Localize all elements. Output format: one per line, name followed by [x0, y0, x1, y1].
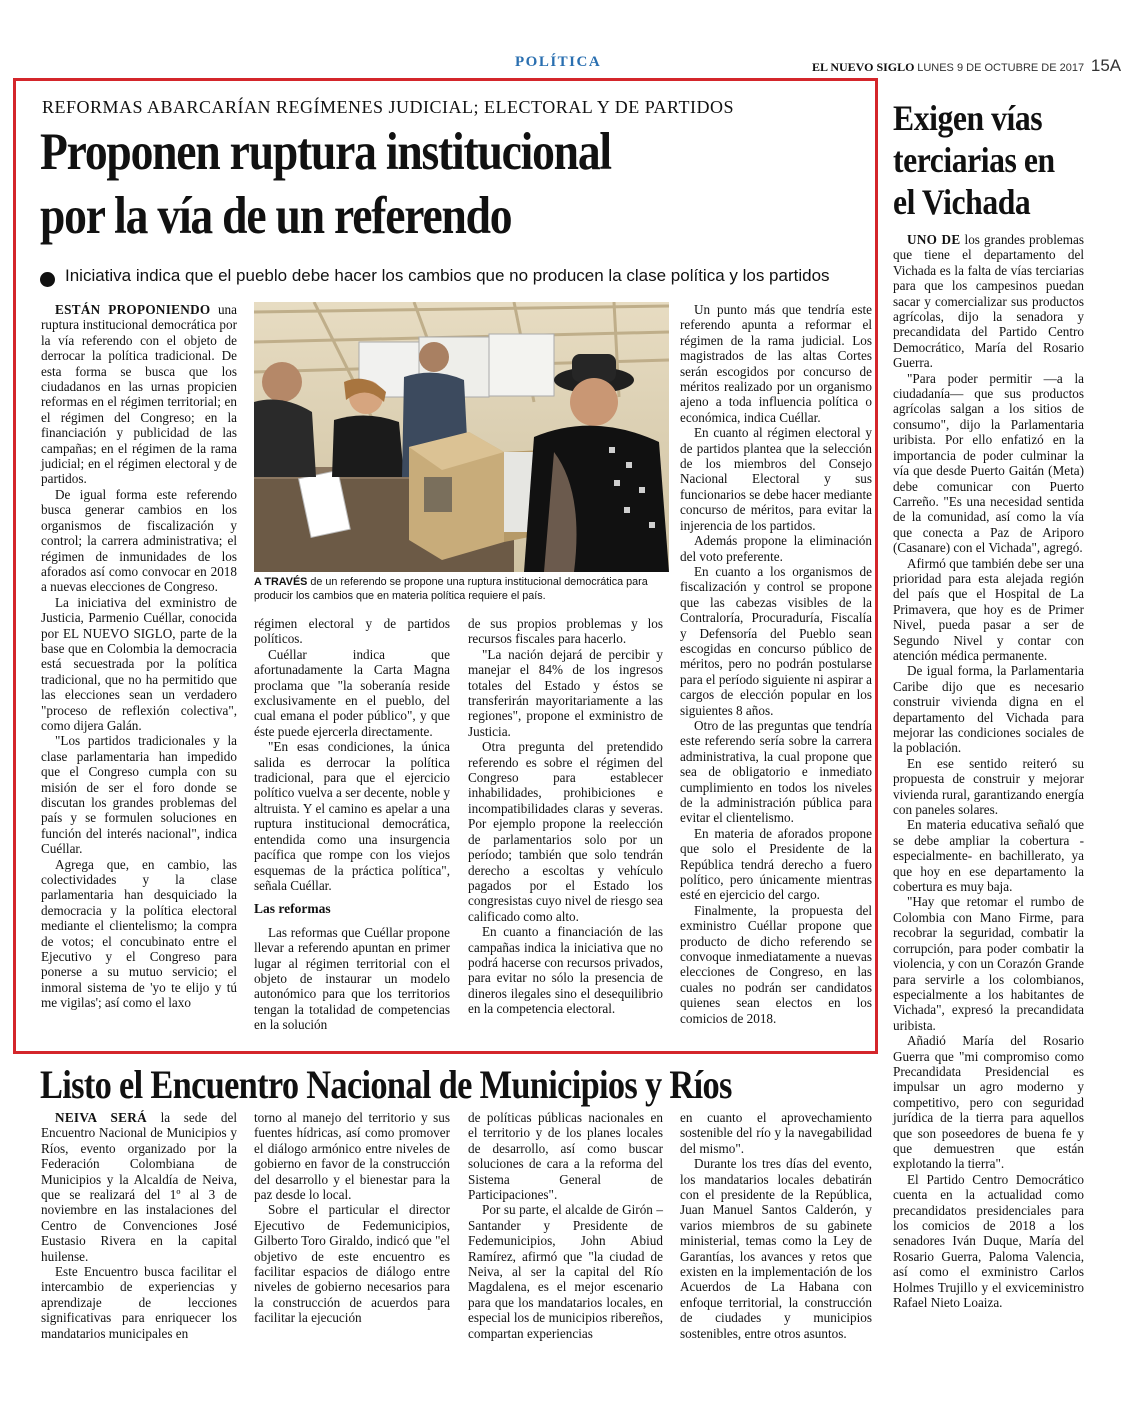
- sidebar-paragraph: "Hay que retomar el rumbo de Colombia con Mano Firme, para recobrar la seguridad, combatir la corrupción, para poder combatir la violencia, y con un Corazón Grande para servirle a los colombianos, especialmente a los habitantes de Vichada", expresó la precandidata uribista.: [893, 894, 1084, 1033]
- main-headline: [40, 120, 745, 248]
- bottom-paragraph: en cuanto el aprovechamiento sostenible del río y la navegabilidad del mismo".: [680, 1110, 872, 1156]
- main-column-1: [41, 302, 237, 1011]
- caption-text: de un referendo se propone una ruptura institucional democrática para producir los cambios que en materia política requiere el país.: [254, 576, 648, 602]
- lead-text: los grandes problemas que tiene el departamento del Vichada es la falta de vías terciarias para que los campesinos puedan sacar y comercializar sus productos agrícolas, dijo la senadora y precandidata del Partido Centro Democrático, María del Rosario Guerra.: [893, 232, 1084, 371]
- main-paragraph: "Los partidos tradicionales y la clase parlamentaria han impedido que el Congreso cumpla con su misión de ser el foro donde se discutan los grandes problemas del país y se formulen soluciones en función del interés nacional", indica Cuéllar.: [41, 733, 237, 857]
- main-column-3: [468, 616, 663, 1017]
- main-paragraph: Además propone la eliminación del voto preferente.: [680, 533, 872, 564]
- main-headline-line2: por la vía de un referendo: [40, 187, 512, 245]
- main-paragraph: de sus propios problemas y los recursos fiscales para hacerlo.: [468, 616, 663, 647]
- main-paragraph: [41, 302, 237, 487]
- section-label: POLÍTICA: [515, 54, 602, 70]
- main-paragraph: En cuanto a los organismos de fiscalización y control se propone que las cabezas visibles de la Contraloría, Procuraduría, Fiscalía y Defensoría del Pueblo sean escogidas en concurso público de méritos, pero no podrán postularse para el período siguiente ni aspirar a cargos de elección popular en los siguientes 8 años.: [680, 563, 872, 718]
- bottom-paragraph: torno al manejo del territorio y sus fuentes hídricas, así como promover el diálogo armónico entre niveles de gobierno en favor de la construcción del desarrollo y el bienestar para la paz desde lo local.: [254, 1110, 450, 1203]
- voting-photo: [254, 302, 669, 572]
- sidebar-paragraph: En ese sentido reiteró su propuesta de construir y mejorar vivienda rural, garantizando energía con paneles solares.: [893, 755, 1084, 818]
- sidebar-paragraph: Afirmó que también debe ser una prioridad para esta alejada región del país que el Hospital de La Primavera, que hoy es de Primer Nivel, pueda pasar a ser de Segundo Nivel y contar con atención médica permanente.: [893, 555, 1084, 663]
- main-paragraph: La iniciativa del exministro de Justicia, Parmenio Cuéllar, conocida por EL NUEVO SIGLO, parte de la base que en Colombia la democracia está secuestrada por la política tradicional, que no ha permitido que las elecciones sean un verdadero "proceso de reflexión colectiva", como dijera Galán.: [41, 594, 237, 733]
- bottom-column-3: [468, 1110, 663, 1341]
- bottom-column-2: [254, 1110, 450, 1326]
- bottom-column-4: [680, 1110, 872, 1341]
- bottom-paragraph: Sobre el particular el director Ejecutivo de Fedemunicipios, Gilberto Toro Giraldo, indicó que "el objetivo de este encuentro es facilitar espacios de diálogo entre niveles de gobierno necesarios para la construcción de acuerdos para facilitar la ejecución: [254, 1202, 450, 1326]
- main-paragraph: De igual forma este referendo busca generar cambios en los organismos de fiscalización y control; la carrera administrativa; el régimen de inmunidades de los aforados así como convocar en 2018 a nuevas elecciones de Congreso.: [41, 486, 237, 595]
- main-paragraph: En cuanto al régimen electoral y de partidos plantea que la selección de los miembros del Consejo Nacional Electoral y sus funcionarios se debe hacer mediante concurso de méritos, para evitar la injerencia de los partidos.: [680, 425, 872, 533]
- bullet-icon: [40, 272, 55, 287]
- sidebar-headline-line1: Exigen vías: [893, 98, 1043, 138]
- main-paragraph: Cuéllar indica que afortunadamente la Carta Magna proclama que "la soberanía reside exclusivamente en el pueblo, del cual emana el poder público", y que éste puede ejercerla directamente.: [254, 646, 450, 739]
- caption-lead: A TRAVÉS: [254, 576, 308, 588]
- sidebar-paragraph: El Partido Centro Democrático cuenta en la actualidad como precandidatos presidenciales para los comicios de 2018 a los senadores Iván Duque, María del Rosario Guerra, Paloma Valencia, así como el exministro Carlos Holmes Trujillo y el exviceministro Rafael Nieto Loaiza.: [893, 1171, 1084, 1311]
- bottom-paragraph: Este Encuentro busca facilitar el intercambio de experiencias y aprendizaje de lecciones significativas para enriquecer los mandatarios municipales en: [41, 1264, 237, 1341]
- bottom-paragraph: de políticas públicas nacionales en el territorio y de los planes locales de desarrollo, así como buscar soluciones de cara a la reforma del Sistema General de Participaciones".: [468, 1110, 663, 1203]
- main-column-2: [254, 616, 450, 1033]
- main-kicker: REFORMAS ABARCARÍAN REGÍMENES JUDICIAL; ELECTORAL Y DE PARTIDOS: [42, 97, 734, 117]
- lead-cap: NEIVA SERÁ: [55, 1110, 147, 1125]
- lead-text: la sede del Encuentro Nacional de Municipios y Ríos, evento organizado por la Federación Colombiana de Municipios y la Alcaldía de Neiva, que se realizará del 1º al 3 de noviembre en las instalaciones del Centro de Convenciones José Eustasio Rivera en la capital huilense.: [41, 1110, 237, 1264]
- bottom-headline: Listo el Encuentro Nacional de Municipios y Ríos: [40, 1062, 732, 1107]
- main-paragraph: Finalmente, la propuesta del exministro Cuéllar propone que producto de dicho referendo se convoque inmediatamente a nuevas elecciones de Congreso, en las cuales no podrán ser candidatos quienes sean electos en los comicios de 2018.: [680, 902, 872, 1026]
- sidebar-headline: [893, 97, 1095, 223]
- sidebar-paragraph: "Para poder permitir —a la ciudadanía— que sus productos agrícolas salgan a los sitios de consumo", dijo la Parlamentaria uribista. Por ello enfatizó en la importancia de poder culminar la vía que desde Puerto Gaitán (Meta) debe comunicar con Puerto Carreño. "Es una necesidad sentida de la comunidad, así como la vía que conecta a Paz de Ariporo (Casanare) con el Vichada", agregó.: [893, 370, 1084, 556]
- page-number: 15A: [1090, 56, 1122, 75]
- issue-date: LUNES 9 DE OCTUBRE DE 2017: [917, 62, 1085, 74]
- sidebar-paragraph: En materia educativa señaló que se debe ampliar la cobertura -especialmente- en bachillerato, ya que hoy en ese departamento la cobertura es muy baja.: [893, 817, 1084, 895]
- main-headline-line1: Proponen ruptura institucional: [40, 123, 611, 181]
- main-paragraph: Otro de las preguntas que tendría este referendo sería sobre la carrera administrativa, la cual propone que sea de obligatorio e inmediato cumplimiento en todos los niveles de la administración pública para evitar el clientelismo.: [680, 717, 872, 826]
- masthead: [812, 56, 1121, 76]
- lead-cap: UNO DE: [907, 232, 961, 247]
- section-subtitle: Las reformas: [254, 901, 331, 917]
- sidebar-paragraph: [893, 232, 1084, 371]
- main-column-4: [680, 302, 872, 1026]
- bottom-paragraph: Por su parte, el alcalde de Girón – Santander y Presidente de Fedemunicipios, John Abiud Ramírez, afirmó que "la ciudad de Neiva, al ser la capital del Río Magdalena, es el mejor escenario para que los mandatarios locales, en especial los de municipios ribereños, compartan experiencias: [468, 1202, 663, 1341]
- sidebar-paragraph: Añadió María del Rosario Guerra que "mi compromiso como Precandidata Presidencial es impulsar un agro moderno y competitivo, pero con seguridad jurídica de la tierra para aquellos que son poseedores de buena fe y que demuestren que están explotando la tierra".: [893, 1033, 1084, 1172]
- main-paragraph: Un punto más que tendría este referendo apunta a reformar el régimen de la rama judicial. Los magistrados de las altas Cortes serán escogidos por concurso de méritos realizado por un organismo ajeno a toda influencia política o económica, indica Cuéllar.: [680, 302, 872, 425]
- main-paragraph: Otra pregunta del pretendido referendo es sobre el régimen del Congreso para establecer inhabilidades, prohibiciones e incompatibilidades claras y severas. Por ejemplo propone la reelección de parlamentarios solo por un período; también que solo tendrán derecho a escoltas y vehículo pagados por el Estado los congresistas cuyo nivel de riesgo sea calificado como alto.: [468, 739, 663, 924]
- main-paragraph: Las reformas que Cuéllar propone llevar a referendo apuntan en primer lugar al régimen territorial con el objeto de instaurar un modelo autonómico para que los territorios tengan la totalidad de competencias en la solución: [254, 924, 450, 1033]
- photo-caption: [254, 576, 669, 603]
- main-paragraph: "En esas condiciones, la única salida es derrocar la política tradicional, para que el ejercicio político vuelva a ser decente, noble y altruista. Y el camino es apelar a una ruptura institucional democrática, entendida como una insurgencia pacífica que rompe con los viejos esquemas de la práctica política", señala Cuéllar.: [254, 739, 450, 893]
- main-paragraph: Agrega que, en cambio, las colectividades y la clase parlamentaria han desquiciado la democracia y la política electoral mediante el clientelismo; la compra de votos; el concubinato entre el Ejecutivo y el Congreso para ponerse a su mutuo servicio; el inmoral sistema de 'yo te elijo y tú me vigilas'; así como el laxo: [41, 856, 237, 1011]
- lead-text: una ruptura institucional democrática por la vía referendo con el objeto de derrocar la política tradicional. De esta forma se busca que los ciudadanos en las urnas propicien reformas en el régimen territorial; en el régimen del Congreso; en la financiación y publicidad de las campañas; en el régimen de la rama judicial; en el régimen electoral y de partidos.: [41, 302, 237, 487]
- main-paragraph: régimen electoral y de partidos políticos.: [254, 616, 450, 647]
- bottom-paragraph: [41, 1110, 237, 1264]
- paper-name: EL NUEVO SIGLO: [812, 60, 915, 74]
- bottom-paragraph: Durante los tres días del evento, los mandatarios locales debatirán con el presidente de la República, Juan Manuel Santos Calderón, y varios miembros de su gabinete ministerial, temas como la Ley de Garantías, los avances y retos que existen en la implementación de los Acuerdos de La Habana con enfoque territorial, la construcción de ciudades y municipios sostenibles, entre otros asuntos.: [680, 1156, 872, 1341]
- sidebar-column: [893, 232, 1084, 1310]
- main-paragraph: En cuanto a financiación de las campañas indica la iniciativa que no podrá hacerse con recursos privados, para evitar no sólo la presencia de dineros ilegales sino el desequilibrio en la competencia electoral.: [468, 924, 663, 1017]
- main-subhead: Iniciativa indica que el pueblo debe hacer los cambios que no producen la clase política y los partidos: [65, 266, 830, 285]
- sidebar-headline-line3: el Vichada: [893, 182, 1031, 222]
- main-paragraph: En materia de aforados propone que solo el Presidente de la República tendrá derecho a fuero político, pero únicamente mientras esté en ejercicio del cargo.: [680, 825, 872, 903]
- main-paragraph: "La nación dejará de percibir y manejar el 84% de los ingresos totales del Estado y éstos se transferirán mayoritariamente a las regiones", propone el exministro de Justicia.: [468, 646, 663, 739]
- voting-photo-illustration: [254, 302, 669, 572]
- sidebar-paragraph: De igual forma, la Parlamentaria Caribe dijo que es necesario construir vivienda digna en el departamento del Vichada para mejorar las condiciones sociales de la población.: [893, 663, 1084, 756]
- bottom-column-1: [41, 1110, 237, 1341]
- lead-cap: ESTÁN PROPONIENDO: [55, 302, 211, 317]
- sidebar-headline-line2: terciarias en: [893, 140, 1055, 180]
